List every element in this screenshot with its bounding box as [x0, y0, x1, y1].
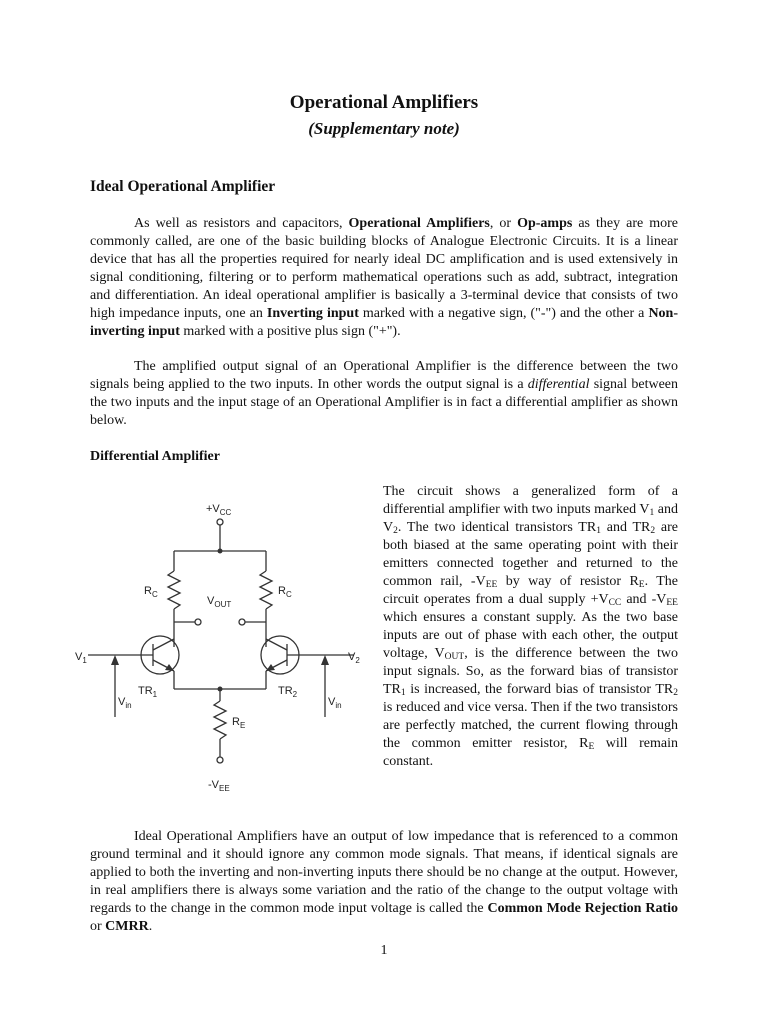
paragraph-circuit-description: The circuit shows a generalized form of a differential amplifier with two inputs marked $V_1$ and $V_2$. The two identical transistors $TR_1$ and $TR_2$ are both biased at the same operating point with their emitters connected together and returned to the common rail, $-V_{EE}$ by way of resistor $R_E$. The circuit operates from a dual supply $+V_{CC}$ and $-V_{EE}$ which ensures a constant supply. As the two base inputs are out of phase with each other, the output voltage, $V_{OUT}$, is the difference between the two input signals. So, as the forward bias of transistor $TR_1$ is increased, the forward bias of transistor $TR_2$ is reduced and vice versa. Then if the two transistors are perfectly matched, the current flowing through the common emitter resistor, $R_E$ will remain constant.	[383, 484, 679, 769]
paragraph-differential-output: The amplified output signal of an Operational Amplifier is the difference between the two signals being applied to the two inputs. In other words the output signal is a differential signal between the two inputs and the input stage of an Operational Amplifier is in fact a differential amplifier as shown below.	[90, 359, 678, 428]
section-heading: Ideal Operational Amplifier	[90, 178, 276, 195]
document-subtitle: (Supplementary note)	[308, 119, 460, 138]
vcc-label: $+V_{CC}$	[206, 503, 232, 517]
differential-amplifier-diagram	[70, 495, 370, 795]
tr1-label: $TR_1$	[138, 685, 158, 699]
v2-label: $V_2$	[348, 651, 360, 665]
paragraph-op-amps-intro: As well as resistors and capacitors, Operational Amplifiers, or Op-amps as they are more commonly called, are one of the basic building blocks of Analogue Electronic Circuits. It is a linear device that has all the properties required for nearly ideal DC amplification and is used extensively in signal conditioning, filtering or to perform mathematical operations such as add, subtract, integration and differentiation. An ideal operational amplifier is basically a 3-terminal device that consists of two high impedance inputs, one an Inverting input marked with a negative sign, ("-") and the other a Non-inverting input marked with a positive plus sign ("+").	[90, 216, 679, 339]
subsection-heading: Differential Amplifier	[90, 449, 220, 464]
re-label: $R_E$	[232, 716, 246, 730]
tr2-label: $TR_2$	[278, 685, 298, 699]
document-title: Operational Amplifiers	[289, 92, 479, 113]
rc-left-label: $R_C$	[144, 585, 158, 599]
vin-left-label: $V_{in}$	[118, 696, 132, 710]
vee-label: $-V_{EE}$	[208, 779, 230, 793]
v1-label: $V_1$	[75, 651, 87, 665]
vin-right-label: $V_{in}$	[328, 696, 342, 710]
vout-label: $V_{OUT}$	[207, 595, 232, 609]
rc-right-label: $R_C$	[278, 585, 292, 599]
page-number: 1	[380, 943, 388, 958]
paragraph-cmrr: Ideal Operational Amplifiers have an output of low impedance that is referenced to a common ground terminal and it should ignore any common mode signals. That means, if identical signals are applied to both the inverting and non-inverting inputs there should be no change at the output. However, in real amplifiers there is always some variation and the ratio of the change to the output voltage with regards to the change in the common mode input voltage is called the Common Mode Rejection Ratio or CMRR.	[90, 829, 678, 934]
